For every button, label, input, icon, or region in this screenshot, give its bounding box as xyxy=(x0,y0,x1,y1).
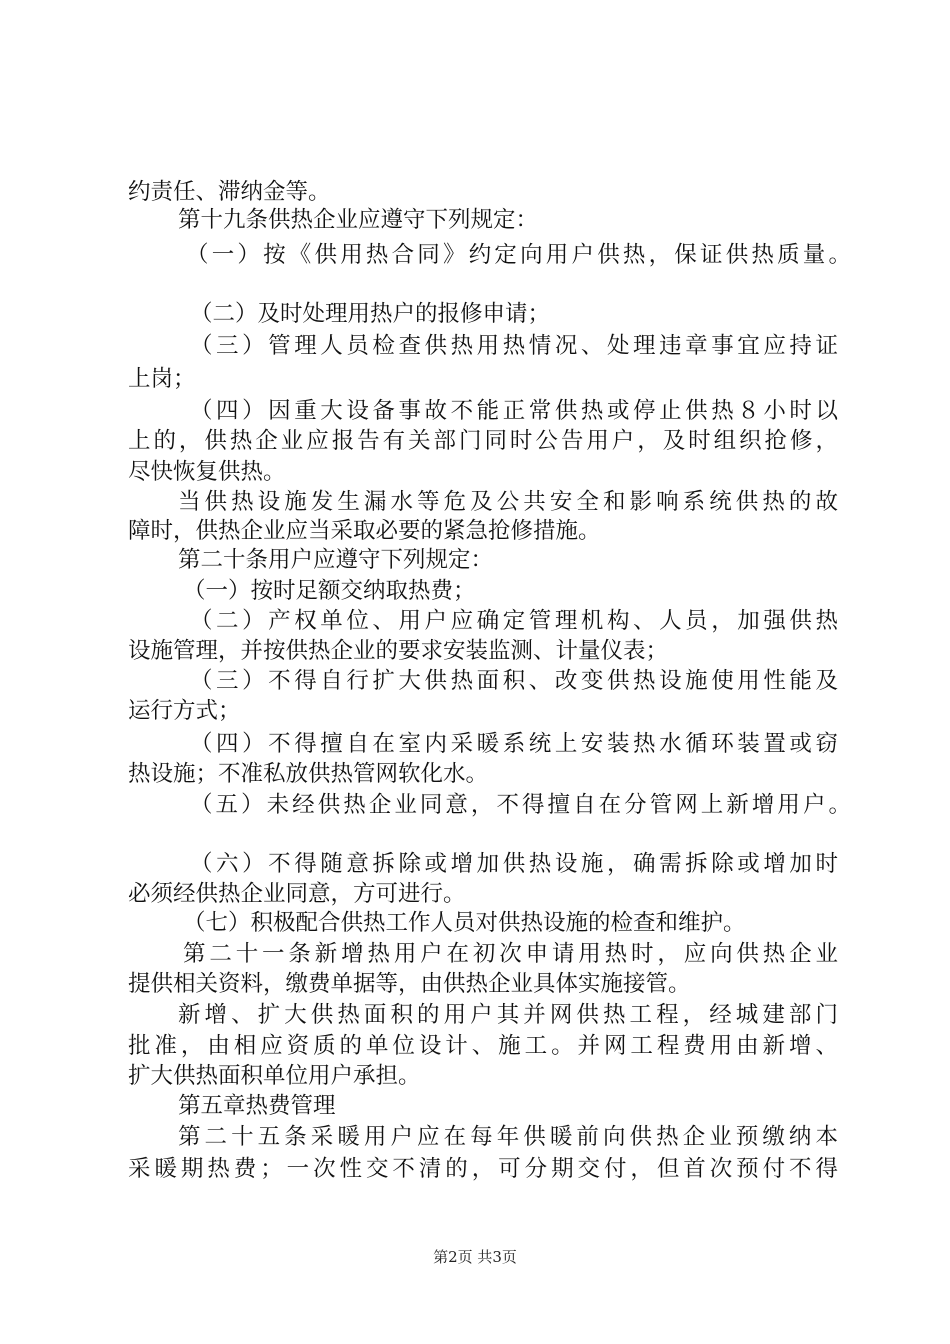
page-footer: 第2页 共3页 xyxy=(433,1248,517,1266)
text-line: （七）积极配合供热工作人员对供热设施的检查和维护。 xyxy=(183,910,746,936)
article-heading: 第十九条供热企业应遵守下列规定： xyxy=(178,207,539,233)
text-line: 障时，供热企业应当采取必要的紧急抢修措施。 xyxy=(128,518,601,544)
text-line: 当供热设施发生漏水等危及公共安全和影响系统供热的故 xyxy=(178,489,838,515)
article-heading: 第二十条用户应遵守下列规定： xyxy=(178,547,494,573)
text-line: 批准，由相应资质的单位设计、施工。并网工程费用由新增、 xyxy=(128,1033,838,1059)
text-line: 新增、扩大供热面积的用户其并网供热工程，经城建部门 xyxy=(178,1002,838,1028)
text-line: 提供相关资料，缴费单据等，由供热企业具体实施接管。 xyxy=(128,971,691,997)
text-line: 上岗； xyxy=(128,366,196,392)
text-line: （一）按《供用热合同》约定向用户供热，保证供热质量。 xyxy=(186,242,851,268)
text-line: （四）不得擅自在室内采暖系统上安装热水循环装置或窃 xyxy=(190,731,838,757)
text-line: 尽快恢复供热。 xyxy=(128,459,286,485)
text-line: 上的，供热企业应报告有关部门同时公告用户，及时组织抢修， xyxy=(128,428,838,454)
text-line: （三）管理人员检查供热用热情况、处理违章事宜应持证 xyxy=(190,333,838,359)
text-line: （六）不得随意拆除或增加供热设施，确需拆除或增加时 xyxy=(190,851,838,877)
text-line: 热设施；不准私放供热管网软化水。 xyxy=(128,761,489,787)
article-heading: 第二十五条采暖用户应在每年供暖前向供热企业预缴纳本 xyxy=(178,1124,838,1150)
chapter-heading: 第五章热费管理 xyxy=(178,1093,336,1119)
text-line: （二）及时处理用热户的报修申请； xyxy=(190,301,551,327)
text-line: 采暖期热费；一次性交不清的，可分期交付，但首次预付不得 xyxy=(128,1156,838,1182)
text-line: 约责任、滞纳金等。 xyxy=(128,179,331,205)
text-line: 必须经供热企业同意，方可进行。 xyxy=(128,881,466,907)
article-heading: 第二十一条新增热用户在初次申请用热时，应向供热企业 xyxy=(183,941,838,967)
text-line: （四）因重大设备事故不能正常供热或停止供热８小时以 xyxy=(190,398,838,424)
text-line: 运行方式； xyxy=(128,698,241,724)
text-line: （五）未经供热企业同意，不得擅自在分管网上新增用户。 xyxy=(190,792,851,818)
text-line: （一）按时足额交纳取热费； xyxy=(183,578,476,604)
text-line: 设施管理，并按供热企业的要求安装监测、计量仪表； xyxy=(128,638,669,664)
text-line: 扩大供热面积单位用户承担。 xyxy=(128,1063,421,1089)
text-line: （三）不得自行扩大供热面积、改变供热设施使用性能及 xyxy=(190,668,838,694)
text-line: （二）产权单位、用户应确定管理机构、人员，加强供热 xyxy=(190,608,838,634)
